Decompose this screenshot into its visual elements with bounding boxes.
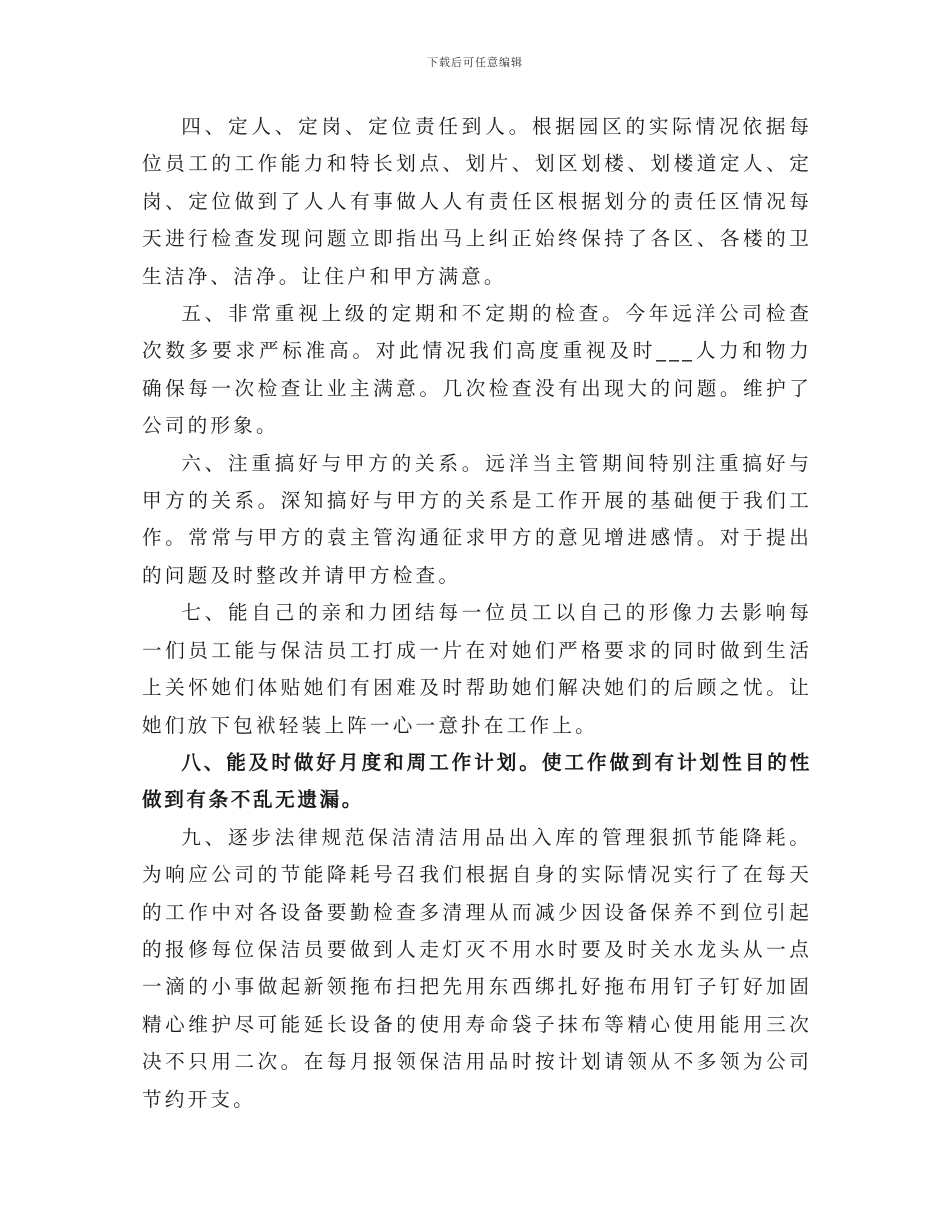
paragraph-9: 九、逐步法律规范保洁清洁用品出入库的管理狠抓节能降耗。为响应公司的节能降耗号召我们根据自身的实际情况实行了在每天的工作中对各设备要勤检查多清理从而减少因设备保养不到位引起的报修每位保洁员要做到人走灯灭不用水时要及时关水龙头从一点一滴的小事做起新领拖布扫把先用东西绑扎好拖布用钉子钉好加固精心维护尽可能延长设备的使用寿命袋子抹布等精心使用能用三次决不只用二次。在每月报领保洁用品时按计划请领从不多领为公司节约开支。	[142, 825, 812, 1111]
paragraph-5: 五、非常重视上级的定期和不定期的检查。今年远洋公司检查次数多要求严标准高。对此情况我们高度重视及时___人力和物力确保每一次检查让业主满意。几次检查没有出现大的问题。维护了公司的形象。	[142, 302, 812, 438]
paragraph-7: 七、能自己的亲和力团结每一位员工以自己的形像力去影响每一们员工能与保洁员工打成一片在对她们严格要求的同时做到生活上关怀她们体贴她们有困难及时帮助她们解决她们的后顾之忧。让她们放下包袱轻装上阵一心一意扑在工作上。	[142, 601, 812, 737]
document-body	[142, 108, 812, 1118]
paragraph-8-bold: 八、能及时做好月度和周工作计划。使工作做到有计划性目的性做到有条不乱无遗漏。	[142, 750, 812, 812]
paragraph-4: 四、定人、定岗、定位责任到人。根据园区的实际情况依据每位员工的工作能力和特长划点、划片、划区划楼、划楼道定人、定岗、定位做到了人人有事做人人有责任区根据划分的责任区情况每天进行检查发现问题立即指出马上纠正始终保持了各区、各楼的卫生洁净、洁净。让住户和甲方满意。	[142, 115, 812, 288]
page-header: 下载后可任意编辑	[427, 56, 523, 69]
paragraph-6: 六、注重搞好与甲方的关系。远洋当主管期间特别注重搞好与甲方的关系。深知搞好与甲方的关系是工作开展的基础便于我们工作。常常与甲方的袁主管沟通征求甲方的意见增进感情。对于提出的问题及时整改并请甲方检查。	[142, 451, 812, 587]
